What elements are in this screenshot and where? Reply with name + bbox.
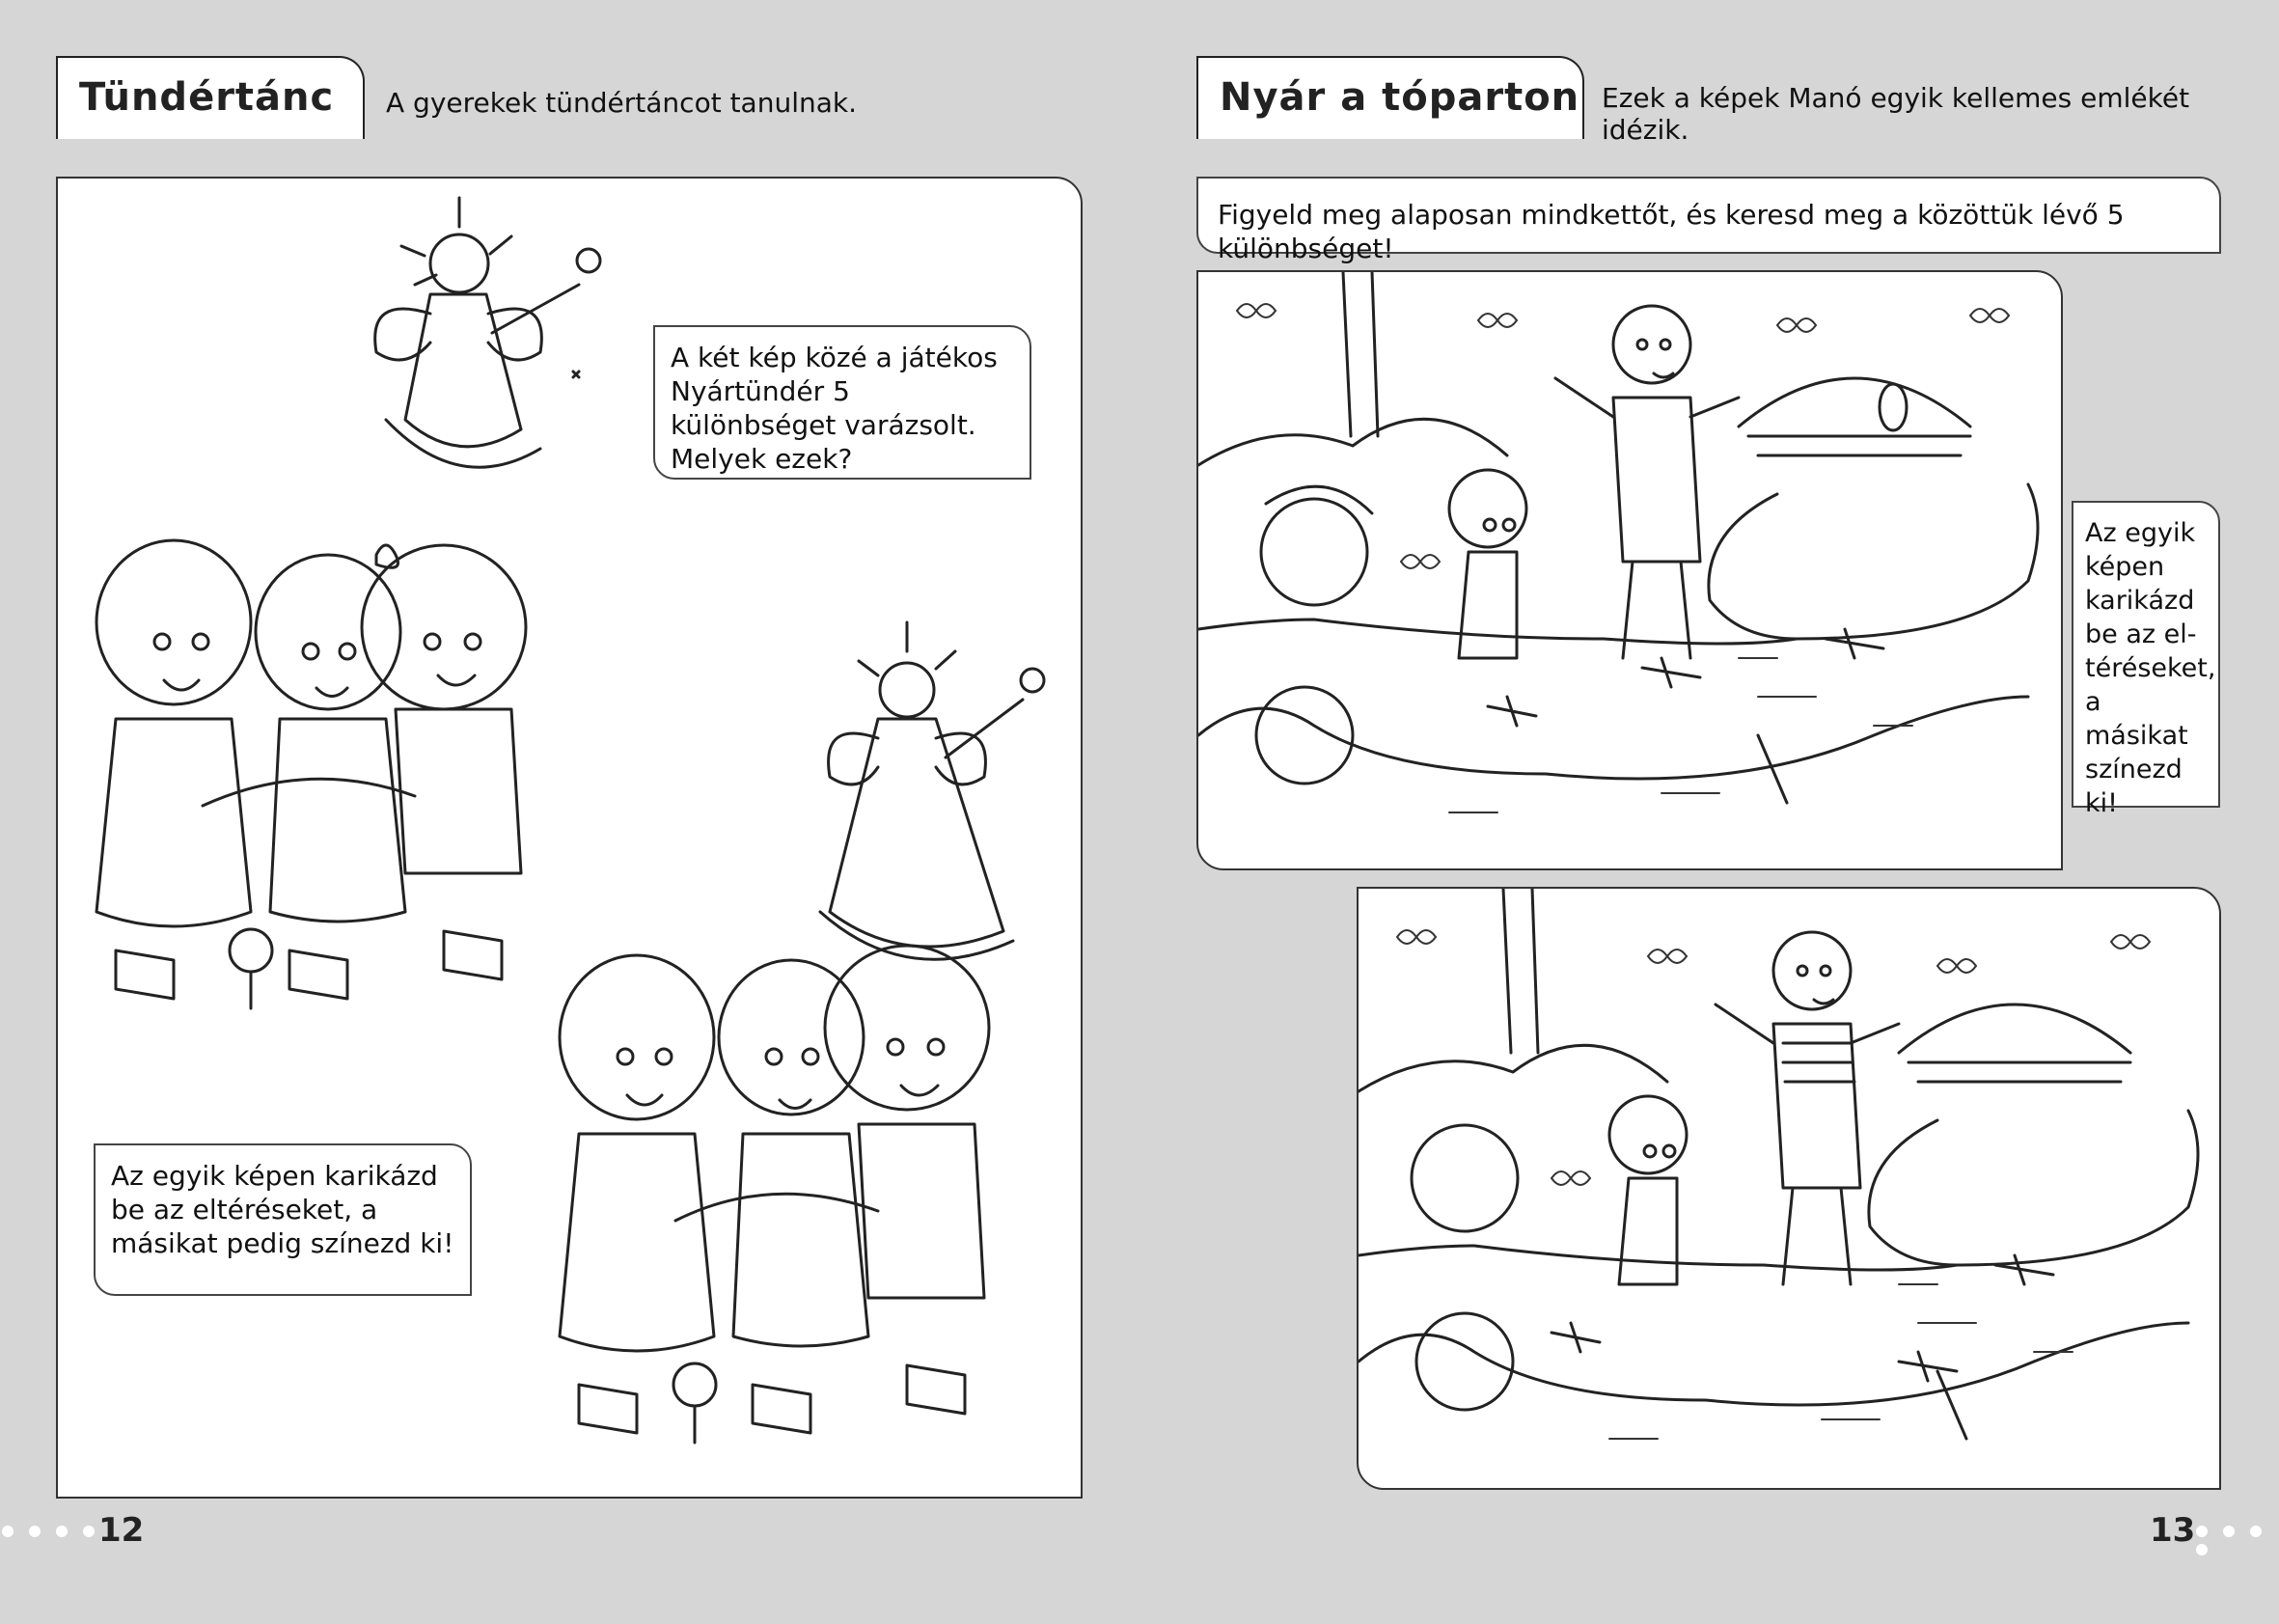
right-title-tab xyxy=(1196,56,1584,139)
left-instruction-bubble-top: A két kép közé a játékos Nyártündér 5 különbséget varázsolt. Melyek ezek? xyxy=(653,325,1031,480)
right-page-number: 13 xyxy=(2150,1511,2196,1550)
left-title-tab xyxy=(56,56,365,139)
fairy-illustration-top xyxy=(375,198,600,467)
right-page-title: Nyár a tóparton xyxy=(1220,75,1580,120)
right-page-dots xyxy=(2196,1523,2279,1559)
left-page-title: Tündértánc xyxy=(79,75,335,120)
right-instruction-box: Figyeld meg alaposan mindkettőt, és keresd meg a közöttük lévő 5 különbséget! xyxy=(1196,177,2221,254)
right-side-note: Az egyik képen karikázd be az el-téréseket, a másikat színezd ki! xyxy=(2072,501,2220,808)
left-page-number: 12 xyxy=(98,1511,145,1550)
dancing-children-bottom xyxy=(560,946,989,1443)
left-instruction-bubble-bottom: Az egyik képen karikázd be az eltéréseket, a másikat pedig színezd ki! xyxy=(94,1143,472,1296)
right-intro-text: Ezek a képek Manó egyik kellemes emlékét idézik. xyxy=(1602,82,2190,146)
fairy-illustration-bottom xyxy=(820,622,1044,959)
lakeside-picture-top xyxy=(1196,270,2063,870)
dancing-children-top xyxy=(96,540,526,1008)
lakeside-illustration-top xyxy=(1198,272,2065,872)
left-page-dots xyxy=(2,1523,110,1541)
left-intro-text: A gyerekek tündértáncot tanulnak. xyxy=(386,87,858,119)
lakeside-illustration-bottom xyxy=(1359,889,2223,1492)
lakeside-picture-bottom xyxy=(1357,887,2221,1490)
left-coloring-panel xyxy=(56,177,1083,1499)
